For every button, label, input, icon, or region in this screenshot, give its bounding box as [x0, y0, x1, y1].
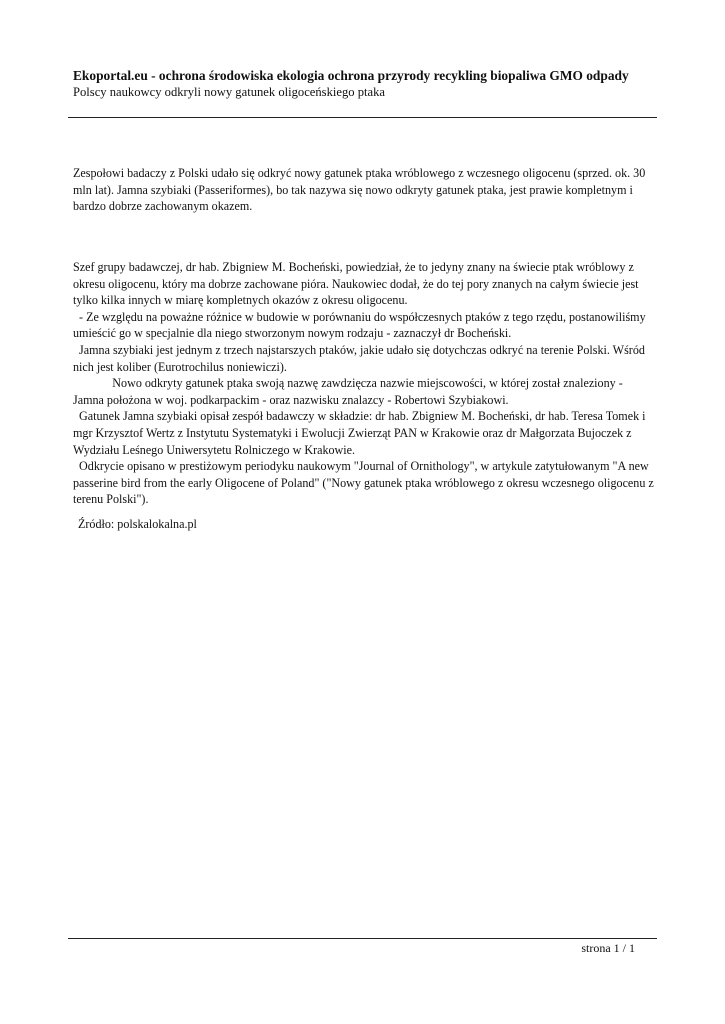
text-line: okresu oligocenu, który ma dobrze zachowane pióra. Naukowiec dodał, że do tej pory znanych na całym świecie jest [73, 276, 639, 291]
text-line: Odkrycie opisano w prestiżowym periodyku naukowym "Journal of Ornithology", w artykule zatytułowanym "A new [73, 459, 649, 474]
page-number: strona 1 / 1 [581, 941, 635, 955]
text-line: mln lat). Jamna szybiaki (Passeriformes), bo tak nazywa się nowo odkryty gatunek ptaka, jest prawie kompletnym i [73, 182, 633, 197]
text-line: Szef grupy badawczej, dr hab. Zbigniew M. Bocheński, powiedział, że to jedyny znany na świecie ptak wróblowy z [73, 260, 634, 274]
document-header [73, 68, 663, 100]
header-divider [68, 117, 657, 118]
intro-paragraph [73, 165, 663, 215]
text-line: terenu Polski"). [73, 492, 149, 507]
source-citation: Źródło: polskalokalna.pl [78, 517, 197, 531]
text-line: nich jest koliber (Eurotrochilus noniewiczi). [73, 359, 287, 374]
text-line: umieścić go w specjalnie dla niego stworzonym nowym rodzaju - zaznaczył dr Bocheński. [73, 326, 512, 341]
text-line: - Ze względu na poważne różnice w budowie w porównaniu do współczesnych ptaków z tego rzędu, postanowiliśmy [73, 309, 646, 324]
body-paragraph [73, 259, 663, 508]
article-title: Polscy naukowcy odkryli nowy gatunek oligoceńskiego ptaka [73, 85, 385, 99]
text-line: Wydziału Leśnego Uniwersytetu Rolniczego w Krakowie. [73, 442, 356, 457]
text-line: Jamna szybiaki jest jednym z trzech najstarszych ptaków, jakie udało się dotychczas odkryć na terenie Polski. Wśród [73, 342, 645, 357]
text-line: mgr Krzysztof Wertz z Instytutu Systematyki i Ewolucji Zwierząt PAN w Krakowie oraz dr Małgorzata Bujoczek z [73, 425, 632, 440]
site-title: Ekoportal.eu - ochrona środowiska ekologia ochrona przyrody recykling biopaliwa GMO odpady [73, 68, 629, 83]
footer-divider [68, 938, 657, 939]
text-line: Nowo odkryty gatunek ptaka swoją nazwę zawdzięcza nazwie miejscowości, w której został znaleziony - [73, 376, 623, 391]
text-line: Zespołowi badaczy z Polski udało się odkryć nowy gatunek ptaka wróblowego z wczesnego oligocenu (sprzed. ok. 30 [73, 166, 646, 180]
text-line: bardzo dobrze zachowanym okazem. [73, 199, 253, 214]
text-line: tylko kilka innych w miarę kompletnych okazów z okresu oligocenu. [73, 293, 408, 308]
text-line: Gatunek Jamna szybiaki opisał zespół badawczy w składzie: dr hab. Zbigniew M. Bocheński, dr hab. Teresa Tomek i [73, 409, 646, 424]
text-line: Jamna położona w woj. podkarpackim - oraz nazwisku znalazcy - Robertowi Szybiakowi. [73, 392, 509, 407]
text-line: passerine bird from the early Oligocene of Poland" ("Nowy gatunek ptaka wróblowego z okresu wczesnego oligocenu z [73, 475, 654, 490]
